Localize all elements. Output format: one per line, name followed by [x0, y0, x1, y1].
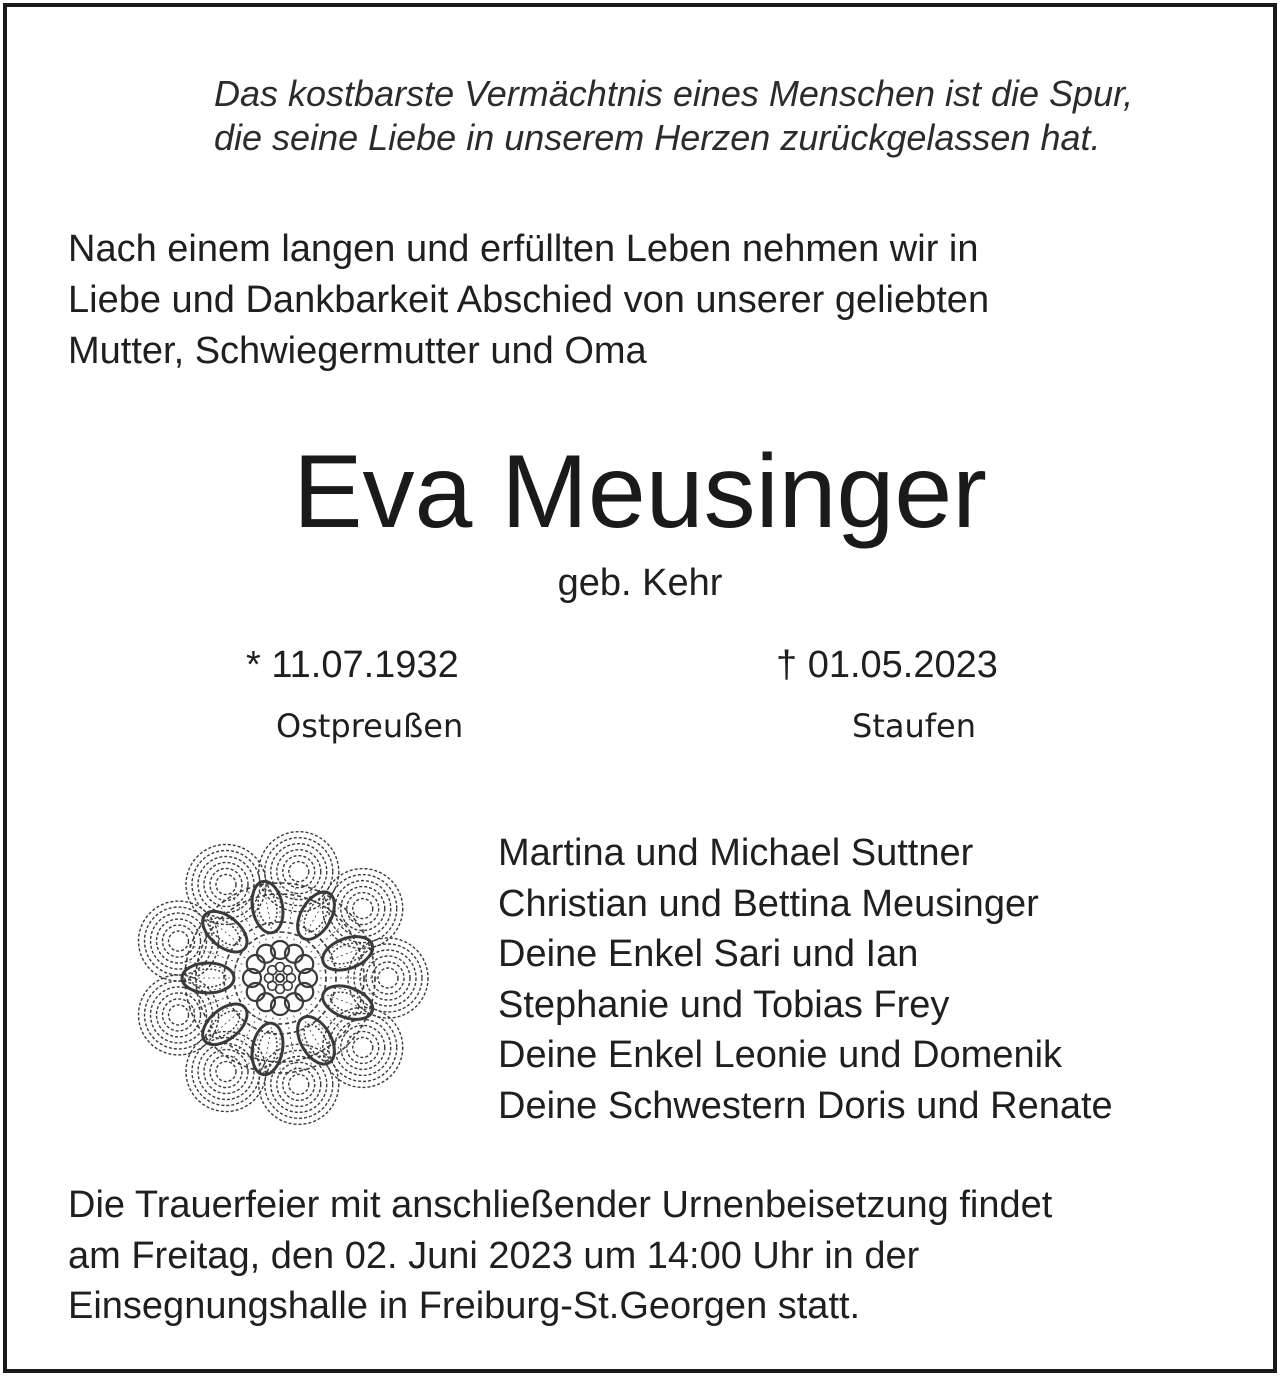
- notice-frame: [3, 3, 1277, 1373]
- lace-doily-icon: [130, 828, 430, 1128]
- ceremony-line-1: Die Trauerfeier mit anschließender Urnenbeisetzung findet: [68, 1184, 1053, 1226]
- intro-line-1: Nach einem langen und erfüllten Leben nehmen wir in: [68, 228, 979, 270]
- death-place: Staufen: [852, 707, 976, 745]
- mourner-line: Deine Schwestern Doris und Renate: [498, 1084, 1113, 1127]
- mourner-line: Stephanie und Tobias Frey: [498, 983, 950, 1026]
- ceremony-info: [68, 1180, 1052, 1332]
- intro-line-2: Liebe und Dankbarkeit Abschied von unserer geliebten: [68, 279, 990, 321]
- intro-text: [68, 224, 989, 377]
- deceased-name: Eva Meusinger: [293, 434, 987, 550]
- mourner-line: Deine Enkel Sari und Ian: [498, 933, 919, 975]
- memorial-quote: [214, 72, 1133, 160]
- intro-line-3: Mutter, Schwiegermutter und Oma: [68, 330, 647, 372]
- mourner-line: Martina und Michael Suttner: [498, 832, 974, 874]
- death-date: † 01.05.2023: [776, 644, 998, 686]
- mourner-line: Deine Enkel Leonie und Domenik: [498, 1034, 1063, 1076]
- quote-line-1: Das kostbarste Vermächtnis eines Menschen ist die Spur,: [214, 73, 1134, 114]
- ceremony-line-2: am Freitag, den 02. Juni 2023 um 14:00 Uhr in der: [68, 1234, 920, 1277]
- birth-place: Ostpreußen: [276, 707, 464, 745]
- mourners-list: [498, 828, 1113, 1131]
- birth-date: * 11.07.1932: [246, 644, 459, 686]
- ceremony-line-3: Einsegnungshalle in Freiburg-St.Georgen statt.: [68, 1285, 861, 1327]
- quote-line-2: die seine Liebe in unserem Herzen zurückgelassen hat.: [214, 117, 1101, 158]
- mourner-line: Christian und Bettina Meusinger: [498, 882, 1039, 925]
- maiden-name: geb. Kehr: [557, 562, 723, 604]
